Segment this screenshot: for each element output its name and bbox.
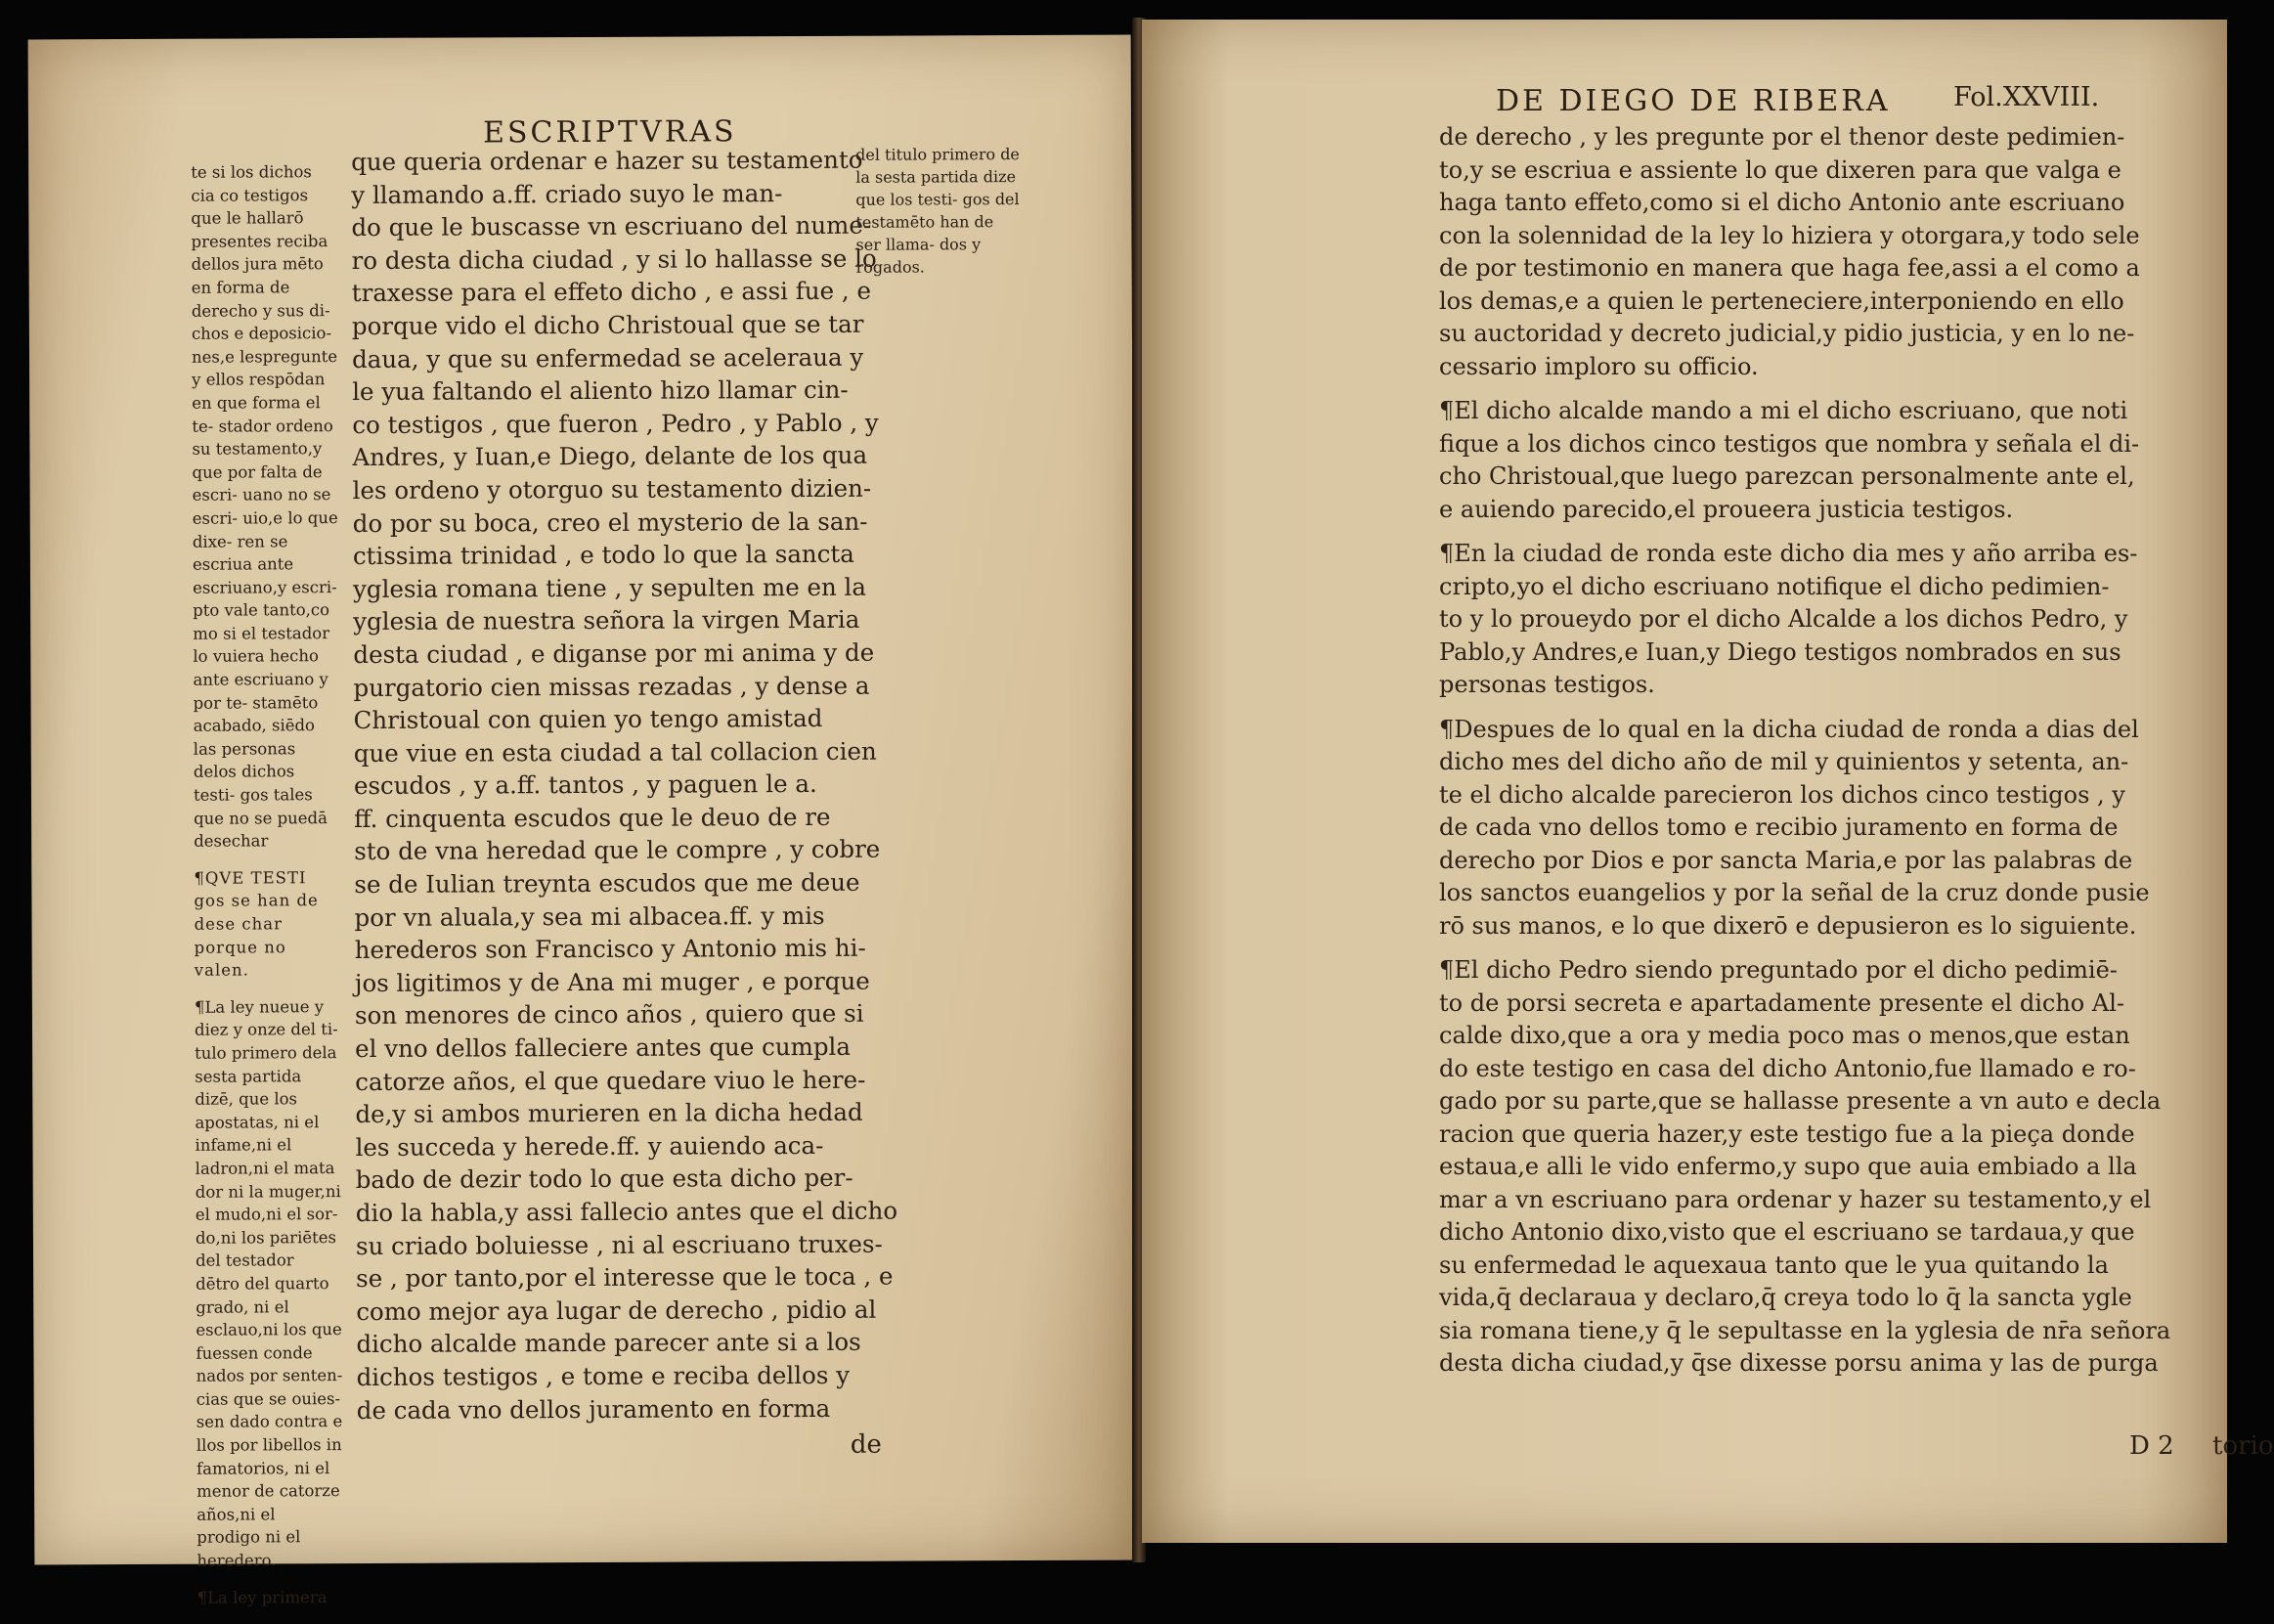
text-line: gado por su parte,que se hallasse presente a vn auto e decla xyxy=(1439,1087,2162,1115)
text-line: de cada vno dellos juramento en forma xyxy=(356,1393,831,1425)
text-line: su criado boluiesse , ni al escriuano truxes- xyxy=(355,1229,883,1260)
text-line: dichos testigos , e tome e reciba dellos y xyxy=(356,1360,851,1391)
text-line: purgatorio cien missas rezadas , y dense a xyxy=(353,671,870,702)
text-line: les ordeno y otorguo su testamento dizien- xyxy=(352,473,872,505)
text-line: dicho mes del dicho año de mil y quinientos y setenta, an- xyxy=(1439,748,2129,775)
text-line: mar a vn escriuano para ordenar y hazer su testamento,y el xyxy=(1439,1185,2152,1213)
text-line: por vn aluala,y sea mi albacea.ff. y mis xyxy=(354,900,825,932)
text-line: racion que queria hazer,y este testigo fue a la pieça donde xyxy=(1439,1119,2135,1148)
text-line: to,y se escriua e assiente lo que dixeren para que valga e xyxy=(1439,155,2121,184)
text-line: dicho alcalde mande parecer ante si a los xyxy=(356,1328,861,1359)
text-line: derecho por Dios e por sancta Maria,e por las palabras de xyxy=(1439,846,2133,874)
paragraph xyxy=(1439,714,2151,944)
text-line: de cada vno dellos tomo e recibio juramento en forma de xyxy=(1439,813,2119,841)
folio-number: Fol.XXVIII. xyxy=(1953,82,2100,112)
text-line: que queria ordenar e hazer su testamento xyxy=(351,145,863,177)
text-line: ¶Despues de lo qual en la dicha ciudad de ronda a dias del xyxy=(1439,715,2139,743)
text-line: los demas,e a quien le perteneciere,interponiendo en ello xyxy=(1439,286,2124,315)
left-margin-notes xyxy=(191,160,344,1623)
text-line: con la solennidad de la ley lo hiziera y otorgara,y todo sele xyxy=(1439,221,2140,249)
text-line: les succeda y herede.ff. y auiendo aca- xyxy=(355,1130,824,1162)
text-line: do por su boca, creo el mysterio de la san- xyxy=(352,506,868,538)
text-line: cripto,yo el dicho escriuano notifique el dicho pedimien- xyxy=(1439,572,2110,600)
text-line: co testigos , que fueron , Pedro , y Pablo , y xyxy=(352,408,879,439)
text-line: Andres, y Iuan,e Diego, delante de los qua xyxy=(352,441,868,472)
text-line: cho Christoual,que luego parezcan personalmente ante el, xyxy=(1439,462,2135,490)
text-line: herederos son Francisco y Antonio mis hi- xyxy=(354,933,866,965)
left-running-title: ESCRIPTVRAS xyxy=(482,114,737,151)
margin-note: ¶La ley primera xyxy=(197,1587,328,1607)
text-line: los sanctos euangelios y por la señal de la cruz donde pusie xyxy=(1439,879,2150,906)
text-line: catorze años, el que quedare viuo le here- xyxy=(355,1065,866,1096)
text-line: de por testimonio en manera que haga fee,assi a el como a xyxy=(1439,254,2140,282)
right-running-title: DE DIEGO DE RIBERA xyxy=(1496,84,1891,118)
text-line: se , por tanto,por el interesse que le toca , e xyxy=(356,1261,894,1294)
text-line: daua, y que su enfermedad se aceleraua y xyxy=(351,342,864,373)
text-line: haga tanto effeto,como si el dicho Antonio ante escriuano xyxy=(1439,189,2125,216)
text-line: calde dixo,que a ora y media poco mas o menos,que estan xyxy=(1439,1022,2130,1049)
text-line: personas testigos. xyxy=(1439,671,1655,698)
text-line: e auiendo parecido,el proueera justicia testigos. xyxy=(1439,495,2014,523)
text-line: son menores de cinco años , quiero que si xyxy=(354,999,864,1031)
text-line: ¶En la ciudad de ronda este dicho dia mes y año arriba es- xyxy=(1439,540,2138,567)
text-line: traxesse para el effeto dicho , e assi fue , e xyxy=(351,277,872,308)
text-line: Pablo,y Andres,e Iuan,y Diego testigos nombrados en sus xyxy=(1439,637,2121,666)
text-line: yglesia de nuestra señora la virgen Maria xyxy=(353,605,860,636)
margin-heading: ¶QVE TESTI gos se han de dese char porque no valen. xyxy=(194,868,319,980)
text-line: su auctoridad y decreto judicial,y pidio justicia, y en lo ne- xyxy=(1439,320,2135,347)
text-line: dio la habla,y assi fallecio antes que el dicho xyxy=(355,1196,898,1228)
text-line: y llamando a.ff. criado suyo le man- xyxy=(351,178,783,209)
text-line: como mejor aya lugar de derecho , pidio al xyxy=(356,1295,877,1326)
text-line: sia romana tiene,y q̄ le sepultasse en la yglesia de nr̄a señora xyxy=(1439,1316,2171,1344)
catchword: torio xyxy=(2212,1431,2274,1461)
text-line: estaua,e alli le vido enfermo,y supo que auia embiado a lla xyxy=(1439,1153,2137,1180)
text-line: sto de vna heredad que le compre , y cobre xyxy=(354,835,881,866)
text-line: ff. cinquenta escudos que le deuo de re xyxy=(354,802,831,833)
paragraph xyxy=(1439,121,2151,383)
paragraph xyxy=(1439,395,2151,526)
left-body-text xyxy=(351,144,904,1427)
text-line: desta dicha ciudad,y q̄se dixesse porsu anima y las de purga xyxy=(1439,1349,2159,1377)
paragraph xyxy=(1439,538,2151,702)
text-line: porque vido el dicho Christoual que se tar xyxy=(351,309,864,340)
text-line: te el dicho alcalde parecieron los dichos cinco testigos , y xyxy=(1439,780,2125,809)
text-line: ¶El dicho alcalde mando a mi el dicho escriuano, que noti xyxy=(1439,397,2128,424)
margin-note: te si los dichos cia co testigos que le hallarō presentes reciba dellos jura mēto en forma de derecho y sus di- chos e deposicio- nes,e lespregunte y ellos respōdan en que forma el te- stador ordeno su testamento,y que por falta de escri- uano no se escri- uio,e lo que dixe- ren se escriua ante escriuano,y escri- pto vale tanto,co mo si el testador lo vuiera hecho ante escriuano y por te- stamēto acabado, siēdo las personas delos dichos testi- gos tales que no se puedā desechar xyxy=(191,162,338,851)
text-line: yglesia romana tiene , y sepulten me en la xyxy=(352,572,867,603)
text-line: escudos , y a.ff. tantos , y paguen le a. xyxy=(353,769,817,801)
signature-mark: D 2 xyxy=(2129,1431,2174,1461)
catchword: de xyxy=(850,1429,882,1460)
text-line: le yua faltando el aliento hizo llamar cin- xyxy=(352,374,849,407)
text-line: que viue en esta ciudad a tal collacion cien xyxy=(353,736,877,768)
text-line: su enfermedad le aquexaua tanto que le yua quitando la xyxy=(1439,1251,2109,1279)
text-line: de,y si ambos murieren en la dicha hedad xyxy=(355,1097,863,1129)
text-line: dicho Antonio dixo,visto que el escriuano se tardaua,y que xyxy=(1439,1218,2135,1246)
paragraph xyxy=(1439,954,2171,1381)
left-page xyxy=(28,35,1138,1607)
text-line: ¶El dicho Pedro siendo preguntado por el dicho pedimiē- xyxy=(1439,956,2118,984)
text-line: ctissima trinidad , e todo lo que la sancta xyxy=(352,539,854,571)
text-line: do este testigo en casa del dicho Antonio,fue llamado e ro- xyxy=(1439,1054,2136,1082)
text-line: bado de dezir todo lo que esta dicho per- xyxy=(355,1163,853,1195)
text-line: el vno dellos falleciere antes que cumpla xyxy=(355,1031,852,1064)
text-line: fique a los dichos cinco testigos que nombra y señala el di- xyxy=(1439,429,2140,458)
text-line: jos ligitimos y de Ana mi muger , e porque xyxy=(354,966,870,997)
text-line: desta ciudad , e diganse por mi anima y de xyxy=(353,637,875,669)
text-line: cessario imploro su officio. xyxy=(1439,352,1759,380)
text-line: ro desta dicha ciudad , y si lo hallasse se lo xyxy=(351,243,877,275)
text-line: to y lo proueydo por el dicho Alcalde a los dichos Pedro, y xyxy=(1439,605,2128,633)
right-body-text xyxy=(1439,121,2171,1392)
text-line: vida,q̄ declaraua y declaro,q̄ creya todo lo q̄ la sancta ygle xyxy=(1439,1284,2132,1311)
text-line: do que le buscasse vn escriuano del nume- xyxy=(351,210,872,242)
right-page xyxy=(1142,20,2274,1543)
text-line: de derecho , y les pregunte por el thenor deste pedimien- xyxy=(1439,123,2125,151)
text-line: rō sus manos, e lo que dixerō e depusieron es lo siguiente. xyxy=(1439,911,2137,940)
inner-margin-note: del titulo primero de la sesta partida dize que los testi- gos del testamēto han de ser llama- dos y rogados. xyxy=(855,145,1020,277)
text-line: Christoual con quien yo tengo amistad xyxy=(353,704,823,735)
text-line: se de Iulian treynta escudos que me deue xyxy=(354,867,860,900)
margin-note: ¶La ley nueue y diez y onze del ti- tulo primero dela sesta partida dizē, que los apostatas, ni el infame,ni el ladron,ni el mata dor ni la muger,ni el mudo,ni el sor- do,ni los pariētes del testador dētro del quarto grado, ni el esclauo,ni los que fuessen conde nados por senten- cias que se ouies- sen dado contra e llos por libellos in famatorios, ni el menor de catorze años,ni el prodigo ni el heredero. xyxy=(194,996,343,1570)
text-line: to de porsi secreta e apartadamente presente el dicho Al- xyxy=(1439,988,2124,1017)
